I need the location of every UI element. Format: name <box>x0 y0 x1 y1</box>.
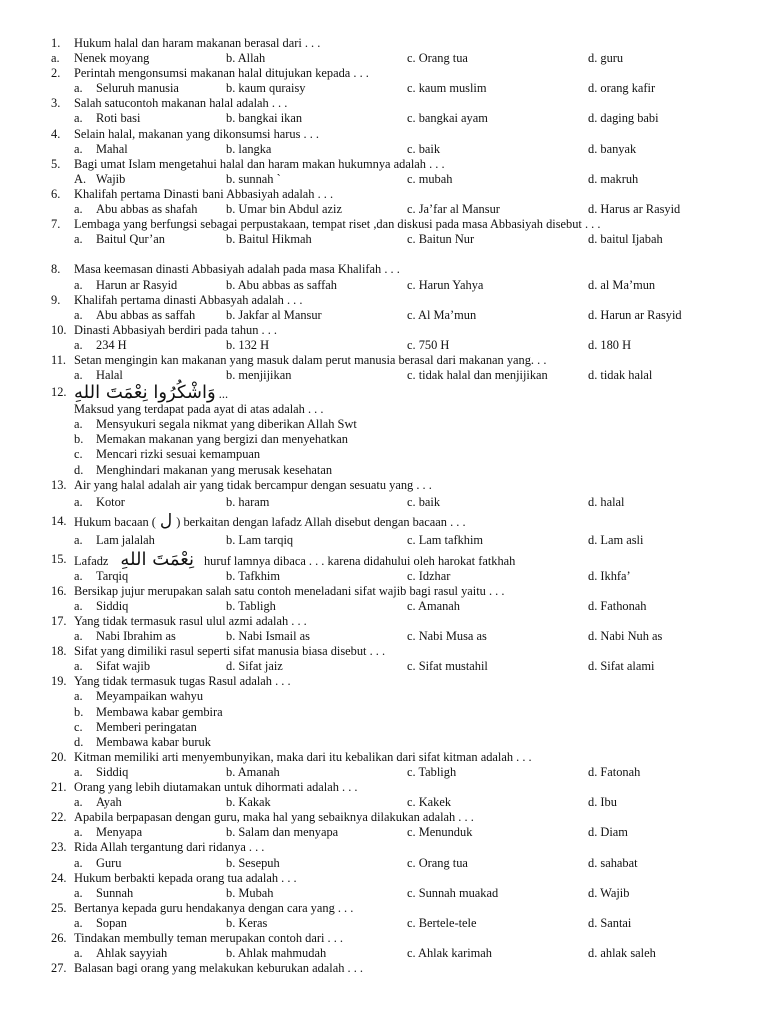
option-d: d. Sifat alami <box>588 659 655 674</box>
question-text: Tindakan membully teman merupakan contoh dari . . . <box>74 930 343 945</box>
option-b: b. Amanah <box>226 764 280 779</box>
question-text: Selain halal, makanan yang dikonsumsi harus . . . <box>74 126 320 141</box>
question-text: Kitman memiliki arti menyembunyikan, maka dari itu kebalikan dari sifat kitman adalah . . . <box>74 749 532 764</box>
options-row <box>0 338 768 353</box>
question-text: Dinasti Abbasiyah berdiri pada tahun . . . <box>74 322 278 337</box>
option-c: c. Baitun Nur <box>407 232 475 247</box>
option-letter: d. <box>74 462 84 477</box>
option-b: b. Jakfar al Mansur <box>226 307 322 322</box>
option-letter: a. <box>74 915 83 930</box>
question-line <box>0 262 768 277</box>
question-number: 6. <box>51 186 61 201</box>
option-text: Membawa kabar buruk <box>96 734 211 749</box>
option-c: c. Lam tafkhim <box>407 532 484 547</box>
option-letter: c. <box>74 447 83 462</box>
option-item <box>0 432 768 447</box>
options-row <box>0 308 768 323</box>
question-number: 5. <box>51 156 61 171</box>
option-letter: b. <box>74 432 84 447</box>
options-row <box>0 946 768 961</box>
question-text: Hukum berbakti kepada orang tua adalah . . . <box>74 870 297 885</box>
question-number: 9. <box>51 292 61 307</box>
question-line <box>0 293 768 308</box>
question-line <box>0 323 768 338</box>
question-text: Setan mengingin kan makanan yang masuk dalam perut manusia berasal dari makanan yang. . . <box>74 352 547 367</box>
question-text: Salah satucontoh makanan halal adalah . . . <box>74 96 288 111</box>
option-a: Harun ar Rasyid <box>96 277 178 292</box>
option-c: c. mubah <box>407 171 453 186</box>
question-number: 23. <box>51 840 67 855</box>
exam-question-sheet <box>0 36 768 976</box>
option-c: c. Amanah <box>407 598 460 613</box>
option-letter: a. <box>74 494 83 509</box>
option-letter: a. <box>74 568 83 583</box>
arabic-text: نِعْمَتَ اللهِ <box>120 548 194 570</box>
question-line <box>0 931 768 946</box>
option-a: Abu abbas as shafah <box>96 202 198 217</box>
question-number: 21. <box>51 780 67 795</box>
option-d: d. halal <box>588 494 625 509</box>
option-a: Tarqiq <box>96 568 129 583</box>
question-text: Maksud yang terdapat pada ayat di atas adalah . . . <box>74 402 324 417</box>
question-number: 25. <box>51 900 67 915</box>
option-a: Sunnah <box>96 885 134 900</box>
question-number: 19. <box>51 674 67 689</box>
options-row <box>0 81 768 96</box>
option-b: b. kaum quraisy <box>226 81 306 96</box>
question-text-start: Lafadz <box>74 553 109 568</box>
option-b: b. haram <box>226 494 270 509</box>
question-line <box>0 750 768 765</box>
question-line <box>0 66 768 81</box>
option-letter: a. <box>74 629 83 644</box>
option-letter: a. <box>74 81 83 96</box>
option-d: d. orang kafir <box>588 81 656 96</box>
question-text: Bertanya kepada guru hendakanya dengan cara yang . . . <box>74 900 354 915</box>
options-row <box>0 916 768 931</box>
option-d: d. Harun ar Rasyid <box>588 307 682 322</box>
question-number: 13. <box>51 477 67 492</box>
option-d: d. al Ma’mun <box>588 277 656 292</box>
option-letter: a. <box>74 232 83 247</box>
question-number: 20. <box>51 749 67 764</box>
option-a: Menyapa <box>96 825 143 840</box>
question-line <box>0 96 768 111</box>
option-letter: a. <box>74 764 83 779</box>
option-d: d. Nabi Nuh as <box>588 629 663 644</box>
options-row <box>0 493 768 512</box>
question-text-start: Hukum bacaan ( <box>74 514 156 529</box>
option-d: d. ahlak saleh <box>588 946 656 961</box>
options-row <box>0 531 768 550</box>
question-number: 27. <box>51 961 67 976</box>
options-row <box>0 202 768 217</box>
option-d: d. Ibu <box>588 795 617 810</box>
options-row <box>0 856 768 871</box>
option-letter: a. <box>74 598 83 613</box>
option-d: d. tidak halal <box>588 368 653 383</box>
option-d: d. Diam <box>588 825 628 840</box>
option-letter: a. <box>74 795 83 810</box>
option-a: Lam jalalah <box>96 532 155 547</box>
option-b: b. Tabligh <box>226 598 276 613</box>
option-text: Memberi peringatan <box>96 719 197 734</box>
question-number: 12. <box>51 385 67 400</box>
option-b: b. Tafkhim <box>226 568 280 583</box>
option-c: c. Sifat mustahil <box>407 659 488 674</box>
option-b: b. sunnah ` <box>226 171 281 186</box>
question-text: Sifat yang dimiliki rasul seperti sifat manusia biasa disebut . . . <box>74 644 386 659</box>
option-text: Membawa kabar gembira <box>96 704 223 719</box>
option-d: d. banyak <box>588 141 637 156</box>
option-text: Memakan makanan yang bergizi dan menyehatkan <box>96 432 348 447</box>
question-text: Balasan bagi orang yang melakukan keburukan adalah . . . <box>74 961 364 976</box>
option-a: Siddiq <box>96 598 129 613</box>
option-c: c. Sunnah muakad <box>407 885 499 900</box>
question-number: 22. <box>51 810 67 825</box>
options-row <box>0 825 768 840</box>
option-letter: a. <box>74 689 83 704</box>
option-letter: a. <box>74 946 83 961</box>
options-row <box>0 795 768 810</box>
options-row <box>0 111 768 126</box>
question-text: Hukum halal dan haram makanan berasal dari . . . <box>74 36 321 50</box>
question-line <box>0 383 768 402</box>
option-letter: a. <box>51 51 60 66</box>
question-number: 8. <box>51 262 61 277</box>
option-a: Siddiq <box>96 764 129 779</box>
option-c: c. Idzhar <box>407 568 451 583</box>
option-letter: a. <box>74 277 83 292</box>
question-arabic-verse <box>74 383 228 404</box>
option-d: d. Ikhfa’ <box>588 568 631 583</box>
option-a: Baitul Qur’an <box>96 232 165 247</box>
option-letter: A. <box>74 171 87 186</box>
question-number: 26. <box>51 930 67 945</box>
option-b: b. Sesepuh <box>226 855 280 870</box>
option-item <box>0 417 768 432</box>
option-letter: a. <box>74 532 83 547</box>
option-b: b. Kakak <box>226 795 271 810</box>
option-d: d. guru <box>588 51 624 66</box>
question-line <box>0 187 768 202</box>
option-a: Wajib <box>96 171 126 186</box>
option-c: c. Ahlak karimah <box>407 946 492 961</box>
question-text: Orang yang lebih diutamakan untuk dihormati adalah . . . <box>74 780 358 795</box>
option-d: d. Harus ar Rasyid <box>588 202 681 217</box>
question-number: 1. <box>51 36 61 50</box>
option-letter: a. <box>74 825 83 840</box>
question-line <box>0 961 768 976</box>
question-number: 17. <box>51 614 67 628</box>
option-d: d. daging babi <box>588 111 659 126</box>
option-b: d. Sifat jaiz <box>226 659 283 674</box>
question-text-end: ) berkaitan dengan lafadz Allah disebut dengan bacaan . . . <box>176 514 466 529</box>
option-a: Nabi Ibrahim as <box>96 629 176 644</box>
option-b: b. Abu abbas as saffah <box>226 277 337 292</box>
option-c: c. Ja’far al Mansur <box>407 202 500 217</box>
option-d: d. Santai <box>588 915 632 930</box>
option-a: 234 H <box>96 337 127 352</box>
option-b: b. 132 H <box>226 337 270 352</box>
options-row <box>0 886 768 901</box>
question-text: Yang tidak termasuk rasul ulul azmi adalah . . . <box>74 614 307 628</box>
question-number: 7. <box>51 217 61 232</box>
question-number: 18. <box>51 644 67 659</box>
option-a: Sopan <box>96 915 127 930</box>
option-c: c. Bertele-tele <box>407 915 477 930</box>
option-item <box>0 705 768 720</box>
option-b: b. langka <box>226 141 272 156</box>
question-line <box>0 217 768 232</box>
options-row <box>0 765 768 780</box>
question-number: 2. <box>51 66 61 81</box>
question-line <box>0 901 768 916</box>
options-row <box>0 172 768 187</box>
options-row <box>0 368 768 383</box>
question-text <box>74 512 466 532</box>
option-letter: a. <box>74 202 83 217</box>
option-letter: c. <box>74 719 83 734</box>
option-letter: d. <box>74 734 84 749</box>
option-c: c. Menunduk <box>407 825 473 840</box>
question-number: 11. <box>51 352 67 367</box>
option-d: d. Lam asli <box>588 532 644 547</box>
options-row <box>0 569 768 584</box>
option-d: d. makruh <box>588 171 639 186</box>
question-line <box>0 127 768 142</box>
option-letter: a. <box>74 111 83 126</box>
option-c: c. 750 H <box>407 337 450 352</box>
option-c: c. bangkai ayam <box>407 111 488 126</box>
options-row <box>0 51 768 66</box>
option-letter: a. <box>74 307 83 322</box>
question-line <box>0 614 768 629</box>
options-row <box>0 659 768 674</box>
option-c: c. Al Ma’mun <box>407 307 477 322</box>
options-row <box>0 629 768 644</box>
option-a: Ayah <box>96 795 122 810</box>
option-b: b. Keras <box>226 915 268 930</box>
option-b: b. Salam dan menyapa <box>226 825 339 840</box>
option-a: Abu abbas as saffah <box>96 307 196 322</box>
option-item <box>0 463 768 478</box>
option-b: b. Mubah <box>226 885 274 900</box>
option-d: d. sahabat <box>588 855 638 870</box>
question-line <box>0 157 768 172</box>
option-letter: a. <box>74 885 83 900</box>
option-letter: a. <box>74 855 83 870</box>
question-text: Khalifah pertama dinasti Abbasyah adalah . . . <box>74 292 303 307</box>
question-line <box>0 353 768 368</box>
option-letter: a. <box>74 659 83 674</box>
question-number: 14. <box>51 513 67 528</box>
question-text <box>74 550 515 571</box>
option-text: Menghindari makanan yang merusak kesehatan <box>96 462 333 477</box>
question-line <box>0 36 768 51</box>
question-line <box>0 512 768 531</box>
option-d: d. Fatonah <box>588 764 641 779</box>
arabic-text: وَاشْكُرُوا نِعْمَتَ اللهِ <box>74 382 216 404</box>
question-text: Rida Allah tergantung dari ridanya . . . <box>74 840 265 855</box>
question-line <box>0 871 768 886</box>
question-text: Khalifah pertama Dinasti bani Abbasiyah adalah . . . <box>74 186 334 201</box>
options-row <box>0 232 768 247</box>
option-c: c. Orang tua <box>407 855 468 870</box>
option-a: Kotor <box>96 494 125 509</box>
option-b: b. Umar bin Abdul aziz <box>226 202 342 217</box>
question-line <box>0 840 768 855</box>
question-line <box>0 584 768 599</box>
question-line <box>0 810 768 825</box>
option-d: d. baitul Ijabah <box>588 232 663 247</box>
option-item <box>0 447 768 462</box>
question-line <box>0 644 768 659</box>
option-text: Meyampaikan wahyu <box>96 689 204 704</box>
option-d: d. Fathonah <box>588 598 647 613</box>
option-c: c. kaum muslim <box>407 81 487 96</box>
option-item <box>0 689 768 704</box>
question-number: 15. <box>51 551 67 566</box>
option-b: b. bangkai ikan <box>226 111 303 126</box>
option-d: d. 180 H <box>588 337 632 352</box>
option-a: Nenek moyang <box>74 51 150 66</box>
verse-ellipsis: ... <box>215 387 229 402</box>
option-d: d. Wajib <box>588 885 630 900</box>
option-b: b. Lam tarqiq <box>226 532 294 547</box>
option-item <box>0 720 768 735</box>
question-text: Bagi umat Islam mengetahui halal dan haram makan hukumnya adalah . . . <box>74 156 445 171</box>
options-row <box>0 599 768 614</box>
question-text: Lembaga yang berfungsi sebagai perpustakaan, tempat riset ,dan diskusi pada masa Abbasiyah disebut . . . <box>74 217 601 232</box>
option-a: Halal <box>96 368 123 383</box>
option-c: c. Kakek <box>407 795 452 810</box>
blank-line <box>0 247 768 262</box>
option-letter: a. <box>74 417 83 432</box>
option-b: b. Nabi Ismail as <box>226 629 310 644</box>
question-text: Yang tidak termasuk tugas Rasul adalah . . . <box>74 674 291 689</box>
option-c: c. Orang tua <box>407 51 468 66</box>
option-letter: a. <box>74 368 83 383</box>
option-c: c. Harun Yahya <box>407 277 484 292</box>
question-text: Air yang halal adalah air yang tidak bercampur dengan sesuatu yang . . . <box>74 477 432 492</box>
option-c: c. Tabligh <box>407 764 457 779</box>
option-letter: a. <box>74 141 83 156</box>
option-c: c. baik <box>407 141 441 156</box>
option-a: Mahal <box>96 141 128 156</box>
option-c: c. Nabi Musa as <box>407 629 487 644</box>
options-row <box>0 278 768 293</box>
option-c: c. tidak halal dan menjijikan <box>407 368 548 383</box>
option-a: Sifat wajib <box>96 659 151 674</box>
option-text: Mensyukuri segala nikmat yang diberikan Allah Swt <box>96 417 357 432</box>
option-b: b. Baitul Hikmah <box>226 232 312 247</box>
question-number: 4. <box>51 126 61 141</box>
question-number: 10. <box>51 322 67 337</box>
option-a: Seluruh manusia <box>96 81 179 96</box>
question-line <box>0 550 768 569</box>
option-b: b. menjijikan <box>226 368 292 383</box>
question-number: 16. <box>51 583 67 598</box>
question-text: Bersikap jujur merupakan salah satu contoh meneladani sifat wajib bagi rasul yaitu . . . <box>74 583 505 598</box>
option-b: b. Ahlak mahmudah <box>226 946 327 961</box>
question-text: Perintah mengonsumsi makanan halal ditujukan kepada . . . <box>74 66 369 81</box>
option-item <box>0 735 768 750</box>
question-number: 3. <box>51 96 61 111</box>
question-text-end: huruf lamnya dibaca . . . karena didahului oleh harokat fatkhah <box>203 553 516 568</box>
question-line <box>0 780 768 795</box>
question-line <box>0 402 768 417</box>
question-number: 24. <box>51 870 67 885</box>
option-c: c. baik <box>407 494 441 509</box>
question-text: Masa keemasan dinasti Abbasiyah adalah pada masa Khalifah . . . <box>74 262 400 277</box>
option-text: Mencari rizki sesuai kemampuan <box>96 447 261 462</box>
option-b: b. Allah <box>226 51 266 66</box>
option-a: Roti basi <box>96 111 141 126</box>
option-a: Guru <box>96 855 122 870</box>
question-line <box>0 674 768 689</box>
arabic-letter-lam: ل <box>159 510 173 531</box>
question-text: Apabila berpapasan dengan guru, maka hal yang sebaiknya dilakukan adalah . . . <box>74 810 474 825</box>
option-letter: b. <box>74 704 84 719</box>
options-row <box>0 142 768 157</box>
question-line <box>0 478 768 493</box>
option-letter: a. <box>74 337 83 352</box>
option-a: Ahlak sayyiah <box>96 946 168 961</box>
